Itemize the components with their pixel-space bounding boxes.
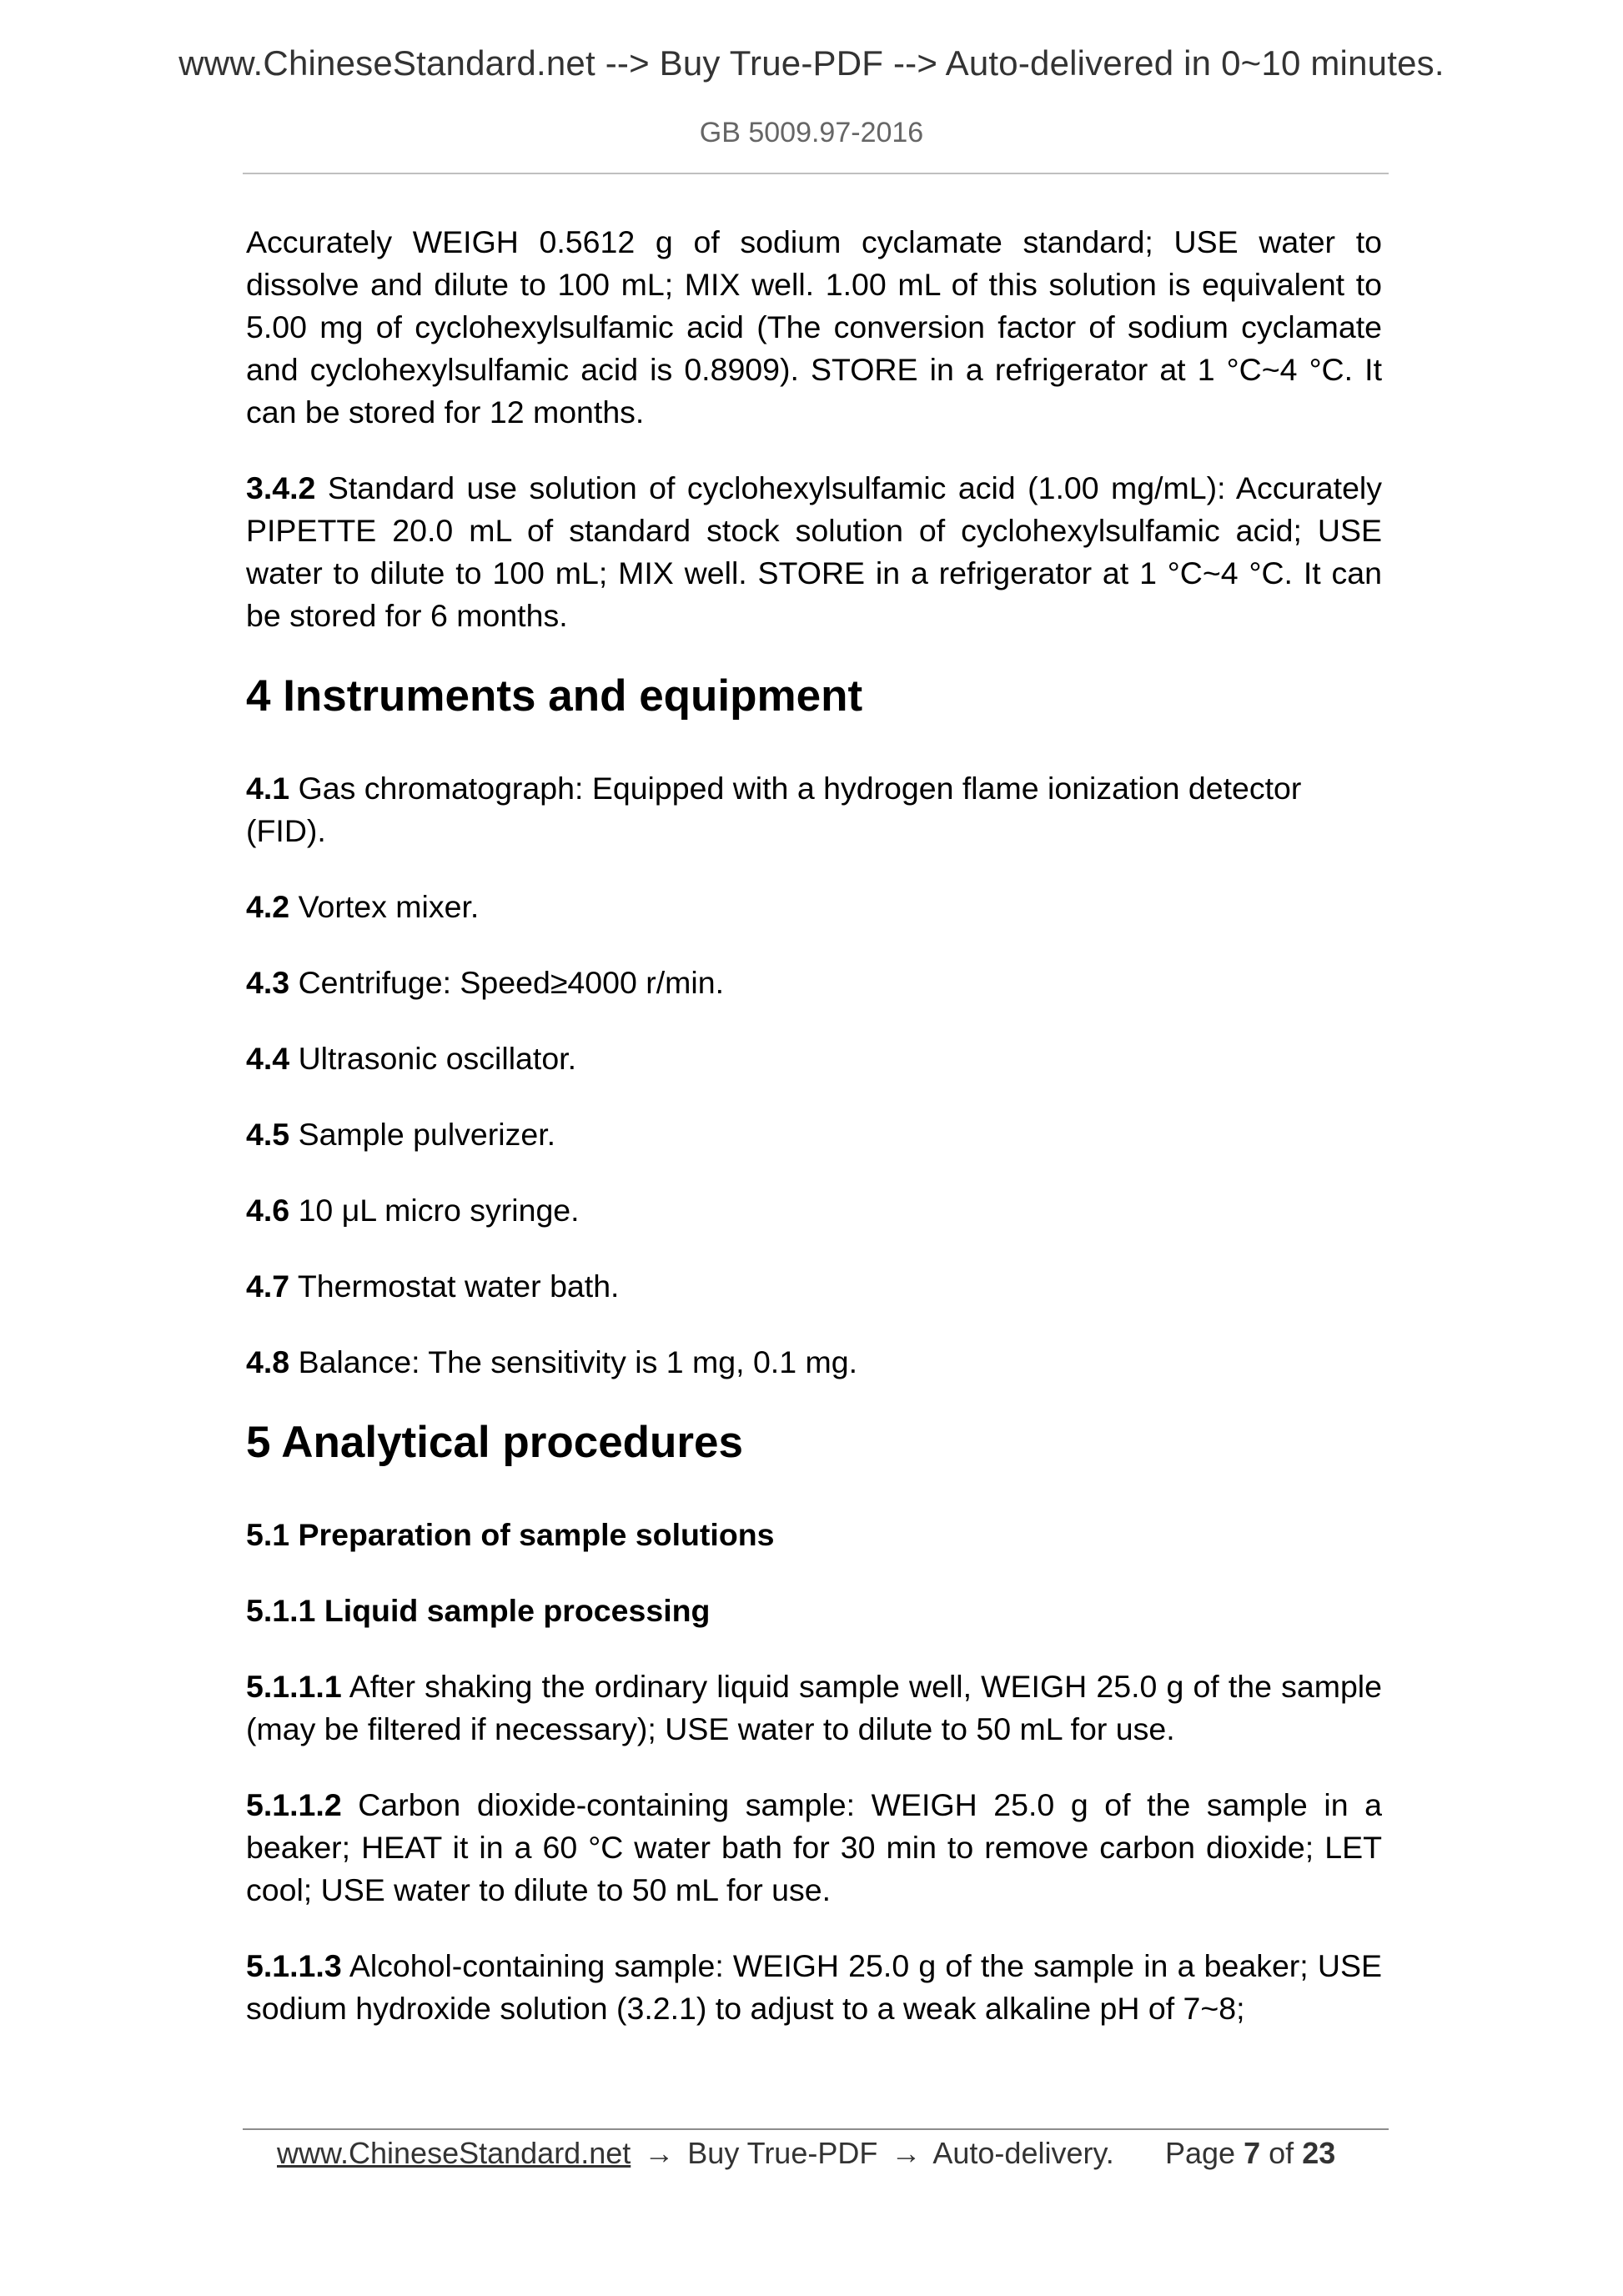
paragraph-5-1-1-2 bbox=[246, 1784, 1382, 1912]
clause-text: Balance: The sensitivity is 1 mg, 0.1 mg. bbox=[298, 1344, 858, 1379]
clause-text: Alcohol-containing sample: WEIGH 25.0 g of the sample in a beaker; USE sodium hydroxide solution (3.2.1) to adjust to a weak alkaline pH of 7~8; bbox=[246, 1948, 1382, 2026]
subsection-5-1-heading: 5.1 Preparation of sample solutions bbox=[246, 1517, 775, 1552]
of-word: of bbox=[1269, 2136, 1294, 2170]
paragraph-stock-solution: Accurately WEIGH 0.5612 g of sodium cyclamate standard; USE water to dissolve and dilute to 100 mL; MIX well. 1.00 mL of this solution is equivalent to 5.00 mg of cyclohexylsulfamic acid (The conversion factor of sodium cyclamate and cyclohexylsulfamic acid is 0.8909). STORE in a refrigerator at 1 °C~4 °C. It can be stored for 12 months. bbox=[246, 224, 1382, 430]
clause-number: 4.3 bbox=[246, 965, 290, 1000]
list-item bbox=[246, 1265, 1382, 1308]
subsection-5-1-1-heading: 5.1.1 Liquid sample processing bbox=[246, 1593, 711, 1628]
clause-number: 4.8 bbox=[246, 1344, 290, 1379]
paragraph-5-1-1-1 bbox=[246, 1665, 1382, 1751]
page-footer bbox=[277, 2133, 1361, 2173]
footer-delivery-text: Auto-delivery. bbox=[932, 2136, 1114, 2170]
section-5-heading: 5 Analytical procedures bbox=[246, 1418, 743, 1467]
page-word: Page bbox=[1165, 2136, 1236, 2170]
top-banner: www.ChineseStandard.net --> Buy True-PDF --> Auto-delivered in 0~10 minutes. bbox=[178, 43, 1445, 83]
standard-code: GB 5009.97-2016 bbox=[699, 117, 924, 148]
right-arrow-icon: → bbox=[644, 2136, 675, 2170]
clause-text: Centrifuge: Speed≥4000 r/min. bbox=[298, 965, 725, 1000]
page-number bbox=[1165, 2133, 1335, 2173]
list-item bbox=[246, 1113, 1382, 1156]
clause-number: 4.4 bbox=[246, 1041, 290, 1076]
clause-text: Sample pulverizer. bbox=[298, 1117, 556, 1152]
clause-text: After shaking the ordinary liquid sample well, WEIGH 25.0 g of the sample (may be filtered if necessary); USE water to dilute to 50 mL for use. bbox=[246, 1669, 1382, 1746]
paragraph-5-1-1-3 bbox=[246, 1945, 1382, 2030]
list-item bbox=[246, 886, 1382, 928]
page-content bbox=[246, 221, 1382, 2063]
clause-text: Thermostat water bath. bbox=[297, 1269, 620, 1304]
footer-site-link[interactable]: www.ChineseStandard.net bbox=[277, 2136, 631, 2170]
clause-number: 4.6 bbox=[246, 1193, 290, 1228]
clause-number: 4.2 bbox=[246, 889, 290, 924]
footer-divider bbox=[243, 2128, 1389, 2130]
clause-text: Carbon dioxide-containing sample: WEIGH 25.0 g of the sample in a beaker; HEAT it in a 60 °C water bath for 30 min to remove carbon dioxide; LET cool; USE water to dilute to 50 mL for use. bbox=[246, 1787, 1382, 1907]
list-item bbox=[246, 767, 1382, 852]
clause-text: Standard use solution of cyclohexylsulfamic acid (1.00 mg/mL): Accurately PIPETTE 20.0 mL of standard stock solution of cyclohexylsulfamic acid; USE water to dilute to 100 mL; MIX well. STORE in a refrigerator at 1 °C~4 °C. It can be stored for 6 months. bbox=[246, 470, 1383, 633]
total-pages: 23 bbox=[1302, 2136, 1336, 2170]
paragraph-3-4-2 bbox=[246, 467, 1382, 637]
clause-number: 3.4.2 bbox=[246, 470, 316, 505]
section-4-heading: 4 Instruments and equipment bbox=[246, 671, 863, 721]
clause-text: Vortex mixer. bbox=[298, 889, 480, 924]
current-page: 7 bbox=[1244, 2136, 1261, 2170]
list-item bbox=[246, 962, 1382, 1004]
clause-number: 4.7 bbox=[246, 1269, 290, 1304]
clause-number: 4.5 bbox=[246, 1117, 290, 1152]
list-item bbox=[246, 1341, 1382, 1384]
clause-text: Gas chromatograph: Equipped with a hydrogen flame ionization detector (FID). bbox=[246, 771, 1302, 848]
clause-number: 5.1.1.2 bbox=[246, 1787, 342, 1822]
right-arrow-icon: → bbox=[891, 2136, 922, 2170]
clause-number: 5.1.1.1 bbox=[246, 1669, 342, 1704]
footer-buy-text: Buy True-PDF bbox=[687, 2136, 878, 2170]
clause-text: Ultrasonic oscillator. bbox=[298, 1041, 577, 1076]
clause-number: 4.1 bbox=[246, 771, 290, 806]
header-divider bbox=[243, 173, 1389, 174]
list-item bbox=[246, 1037, 1382, 1080]
clause-text: 10 μL micro syringe. bbox=[298, 1193, 580, 1228]
list-item bbox=[246, 1189, 1382, 1232]
clause-number: 5.1.1.3 bbox=[246, 1948, 342, 1983]
